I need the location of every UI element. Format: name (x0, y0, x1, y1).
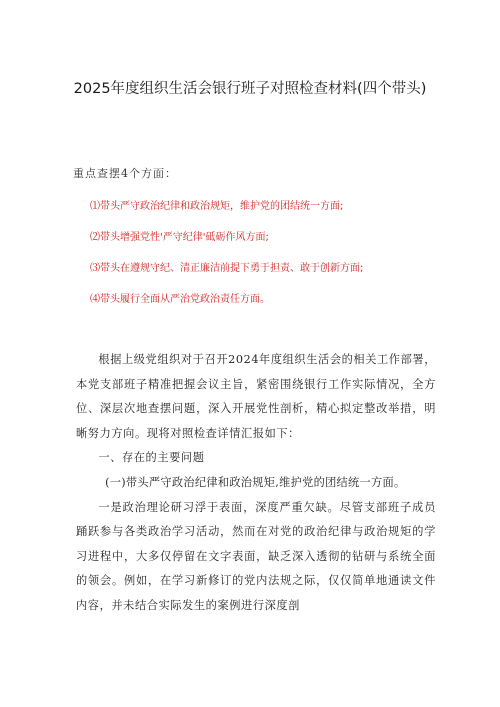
focus-item-3: ⑶带头在遵规守纪、清正廉洁前提下勇于担责、敢于创新方面; (90, 263, 364, 274)
focus-item-1: ⑴带头严守政治纪律和政治规矩，维护党的团结统一方面; (90, 201, 344, 212)
focus-item-4: ⑷带头履行全面从严治党政治责任方面。 (90, 294, 270, 305)
focus-intro: 重点查摆4个方面： (73, 167, 177, 180)
section-heading: 一、存在的主要问题 (98, 451, 205, 465)
document-title: 2025年度组织生活会银行班子对照检查材料(四个带头) (73, 81, 427, 97)
subsection-heading: (一)带头严守政治纪律和政治规矩,维护党的团结统一方面。 (105, 475, 406, 489)
body-paragraph: 一是政治理论研习浮于表面，深度严重欠缺。尽管支部班子成员踊跃参与各类政治学习活动，然而在对党的政治纪律与政治规矩的学习进程中，大多仅停留在文字表面，缺乏深入透彻的钻研与系统全面的领会。例如，在学习新修订的党内法规之际，仅仅简单地通读文件内容，并未结合实际发生的案例进行深度剖 (76, 500, 436, 612)
body-text (76, 348, 436, 619)
focus-list (90, 197, 470, 321)
intro-paragraph: 根据上级党组织对于召开2024年度组织生活会的相关工作部署，本党支部班子精准把握会议主旨，紧密围绕银行工作实际情况，全方位、深层次地查摆问题，深入开展党性剖析，精心拟定整改举措，明晰努力方向。现将对照检查详情汇报如下： (76, 353, 436, 440)
focus-item-2: ⑵带头增强党性'严守纪律'砥砺作风方面; (90, 232, 269, 243)
